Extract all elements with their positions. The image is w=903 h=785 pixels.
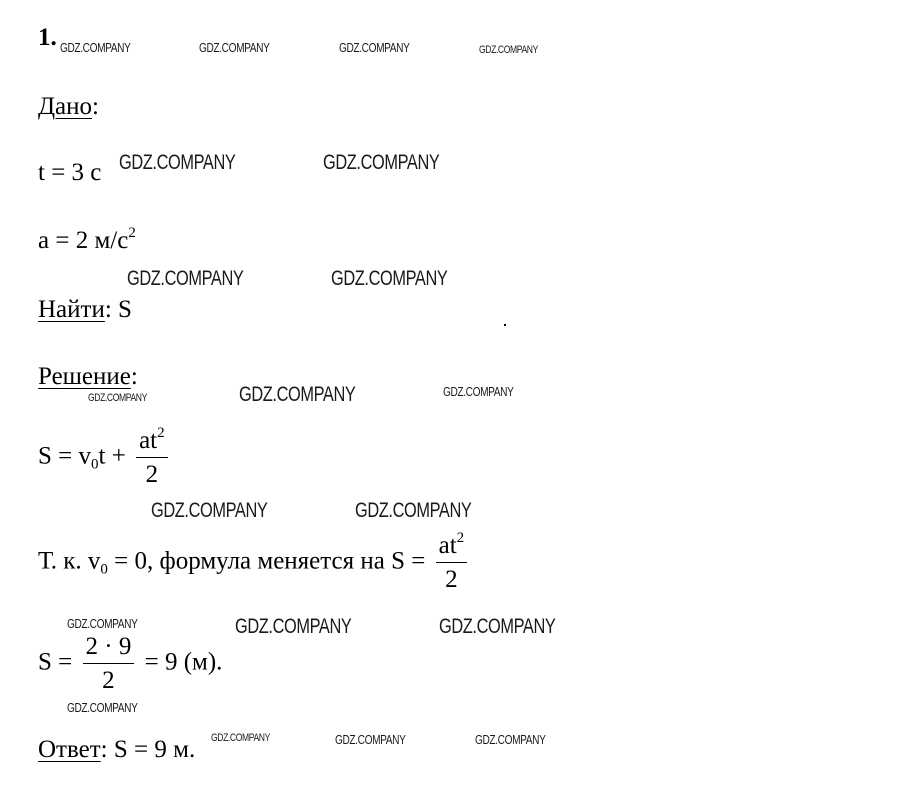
watermark: GDZ.COMPANY bbox=[235, 615, 352, 638]
motion-formula bbox=[38, 425, 172, 488]
formula-mid: t + bbox=[98, 442, 133, 470]
simplification-note bbox=[38, 530, 471, 593]
watermark: GDZ.COMPANY bbox=[479, 44, 538, 56]
given-time-text: t = 3 с bbox=[38, 159, 102, 186]
find-rest: : S bbox=[104, 296, 132, 323]
answer-line bbox=[38, 735, 195, 765]
solution-label: Решение bbox=[38, 363, 131, 390]
solution-heading bbox=[38, 362, 138, 392]
find-line bbox=[38, 295, 132, 325]
watermark: GDZ.COMPANY bbox=[475, 732, 546, 747]
calc-fraction-numerator: 2 · 9 bbox=[83, 634, 135, 664]
given-label: Дано bbox=[38, 93, 93, 120]
watermark: GDZ.COMPANY bbox=[339, 40, 410, 55]
watermark: GDZ.COMPANY bbox=[323, 151, 440, 174]
formula-v0-subscript: 0 bbox=[91, 456, 99, 473]
calculation-line bbox=[38, 634, 222, 694]
watermark: GDZ.COMPANY bbox=[239, 383, 356, 406]
note-start: Т. к. v bbox=[38, 547, 101, 575]
given-acceleration-exponent: 2 bbox=[128, 225, 136, 241]
watermark: GDZ.COMPANY bbox=[211, 732, 270, 744]
watermark: GDZ.COMPANY bbox=[67, 700, 138, 715]
watermark: GDZ.COMPANY bbox=[151, 499, 268, 522]
stray-dot bbox=[504, 324, 506, 326]
note-fraction bbox=[436, 530, 468, 593]
note-fraction-numerator: $at^2$ bbox=[436, 533, 468, 563]
note-fraction-denominator: 2 bbox=[445, 566, 458, 593]
calc-lhs: S = bbox=[38, 648, 79, 676]
given-time bbox=[38, 158, 101, 188]
watermark: GDZ.COMPANY bbox=[331, 267, 448, 290]
calc-fraction bbox=[83, 634, 135, 694]
calc-rhs: = 9 (м). bbox=[138, 648, 223, 676]
watermark: GDZ.COMPANY bbox=[60, 40, 131, 55]
formula-lhs: S = v bbox=[38, 442, 92, 470]
note-rest: = 0, формула меняется на S = bbox=[107, 547, 432, 575]
solution-colon: : bbox=[130, 363, 138, 390]
note-v0-subscript: 0 bbox=[100, 561, 108, 578]
given-acceleration bbox=[38, 226, 136, 256]
answer-rest: : S = 9 м. bbox=[100, 736, 196, 763]
watermark: GDZ.COMPANY bbox=[127, 267, 244, 290]
watermark: GDZ.COMPANY bbox=[335, 732, 406, 747]
answer-label: Ответ bbox=[38, 736, 101, 763]
watermark: GDZ.COMPANY bbox=[67, 616, 138, 631]
find-label: Найти bbox=[38, 296, 105, 323]
given-heading bbox=[38, 92, 99, 122]
problem-number: 1. bbox=[38, 24, 57, 51]
formula-fraction-denominator: 2 bbox=[145, 461, 159, 488]
watermark: GDZ.COMPANY bbox=[355, 499, 472, 522]
watermark: GDZ.COMPANY bbox=[439, 615, 556, 638]
formula-fraction-numerator: $at^2$ bbox=[136, 428, 168, 458]
given-colon: : bbox=[92, 93, 99, 120]
formula-fraction bbox=[136, 425, 168, 488]
watermark: GDZ.COMPANY bbox=[443, 384, 514, 399]
given-acceleration-text: a = 2 м/с bbox=[38, 227, 129, 254]
watermark: GDZ.COMPANY bbox=[88, 392, 147, 404]
watermark: GDZ.COMPANY bbox=[199, 40, 270, 55]
calc-fraction-denominator: 2 bbox=[102, 667, 115, 694]
watermark: GDZ.COMPANY bbox=[119, 151, 236, 174]
